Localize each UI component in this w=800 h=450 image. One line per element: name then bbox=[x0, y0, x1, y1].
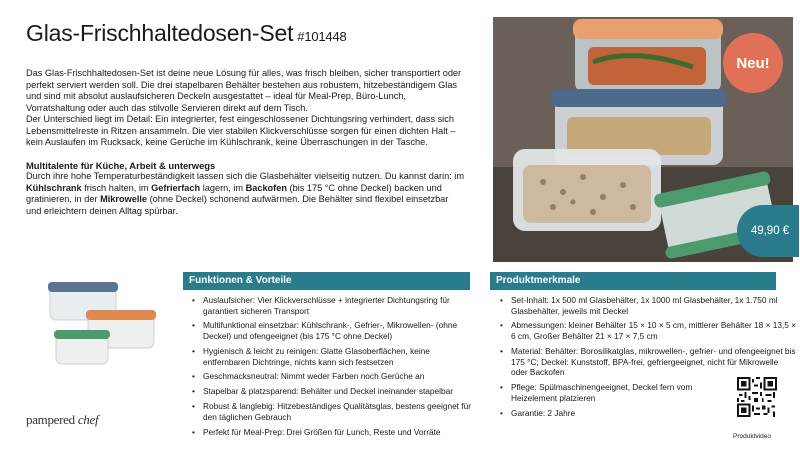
intro-paragraph-1: Das Glas-Frischhaltedosen-Set ist deine neue Lösung für alles, was frisch bleiben, sicher transportiert oder perfekt serviert werden soll. Die drei stapelbaren Behälter bestehen aus robustem, hitzebeständigem Glas und sind mit absolut auslaufsicheren Deckeln ausgestattet – ideal für Meal-Prep, Büro-Lunch, Vorratshaltung oder auch das stilvolle Servieren direkt auf dem Tisch. bbox=[26, 68, 462, 113]
list-item: • Stapelbar & platzsparend: Behälter und Deckel ineinander stapelbar bbox=[189, 386, 479, 397]
containers-thumbnail bbox=[44, 272, 162, 372]
intro-heading: Multitalente für Küche, Arbeit & unterwegs bbox=[26, 159, 216, 171]
article-number: #101448 bbox=[297, 29, 347, 44]
brand-logo: pampered chef bbox=[26, 412, 99, 427]
page-title bbox=[26, 20, 347, 47]
list-item: • Material: Behälter: Borosilikatglas, mikrowellen-, gefrier- und ofengeeignet bis 175 °C; Deckel: Kunststoff, BPA-frei, gefriergeeignet, nicht für Mikrowelle oder Backofen bbox=[497, 346, 797, 378]
new-badge: Neu! bbox=[723, 33, 783, 93]
product-title: Glas-Frischhaltedosen-Set bbox=[26, 20, 294, 46]
list-item: • Pflege: Spülmaschinengeeignet, Deckel fern vom Heizelement platzieren bbox=[497, 382, 737, 403]
list-item: • Hygienisch & leicht zu reinigen: Glatte Glasoberflächen, keine entfernbaren Dichtringe, nichts kann sich festsetzen bbox=[189, 346, 479, 367]
qr-code-label: Produktvideo bbox=[733, 433, 771, 440]
list-item: • Geschmacksneutral: Nimmt weder Farben noch Gerüche an bbox=[189, 371, 479, 382]
intro-paragraph-3: Durch ihre hohe Temperaturbeständigkeit lassen sich die Glasbehälter vielseitig nutzen. Du kannst darin: im Kühlschrank frisch halten, im Gefrierfach lagern, im Backofen (bis 175 °C ohne Deckel) backen und gratinieren, in der Mikrowelle (ohne Deckel) schonend aufwärmen. Die Behälter sind flexibel einsetzbar und erleichtern deinen Alltag spürbar. bbox=[26, 171, 465, 216]
list-item: • Robust & langlebig: Hitzebeständiges Qualitätsglas, bestens geeignet für den täglichen Gebrauch bbox=[189, 401, 479, 422]
specs-heading: Produktmerkmale bbox=[490, 272, 776, 290]
list-item: • Auslaufsicher: Vier Klickverschlüsse + integrierter Dichtungsring für garantiert sicheren Transport bbox=[189, 295, 479, 316]
intro-text bbox=[26, 68, 466, 217]
functions-list bbox=[189, 295, 479, 442]
list-item: • Multifunktional einsetzbar: Kühlschrank-, Gefrier-, Mikrowellen- (ohne Deckel) und ofengeeignet (bis 175 °C ohne Deckel) bbox=[189, 320, 479, 341]
functions-heading: Funktionen & Vorteile bbox=[183, 272, 470, 290]
intro-paragraph-2: Der Unterschied liegt im Detail: Ein integrierter, fest eingeschlossener Dichtungsring verhindert, dass sich Lebensmittelreste in Ritzen ansammeln. Die vier stabilen Klickverschlüsse sorgen für einen dichten Halt – kein Auslaufen im Rucksack, keine Gerüche im Kühlschrank, keine Überraschungen in der Tasche. bbox=[26, 114, 456, 147]
list-item: • Garantie: 2 Jahre bbox=[497, 408, 797, 419]
price-badge: 49,90 € bbox=[737, 205, 799, 257]
list-item: • Set-Inhalt: 1x 500 ml Glasbehälter, 1x 1000 ml Glasbehälter, 1x 1.750 ml Glasbehälter, jeweils mit Deckel bbox=[497, 295, 797, 316]
qr-code-icon[interactable] bbox=[737, 377, 777, 417]
list-item: • Abmessungen: kleiner Behälter 15 × 10 × 5 cm, mittlerer Behälter 18 × 13,5 × 6 cm, Großer Behälter 21 × 17 × 7,5 cm bbox=[497, 320, 797, 341]
list-item: • Perfekt für Meal-Prep: Drei Größen für Lunch, Reste und Vorräte bbox=[189, 427, 479, 438]
